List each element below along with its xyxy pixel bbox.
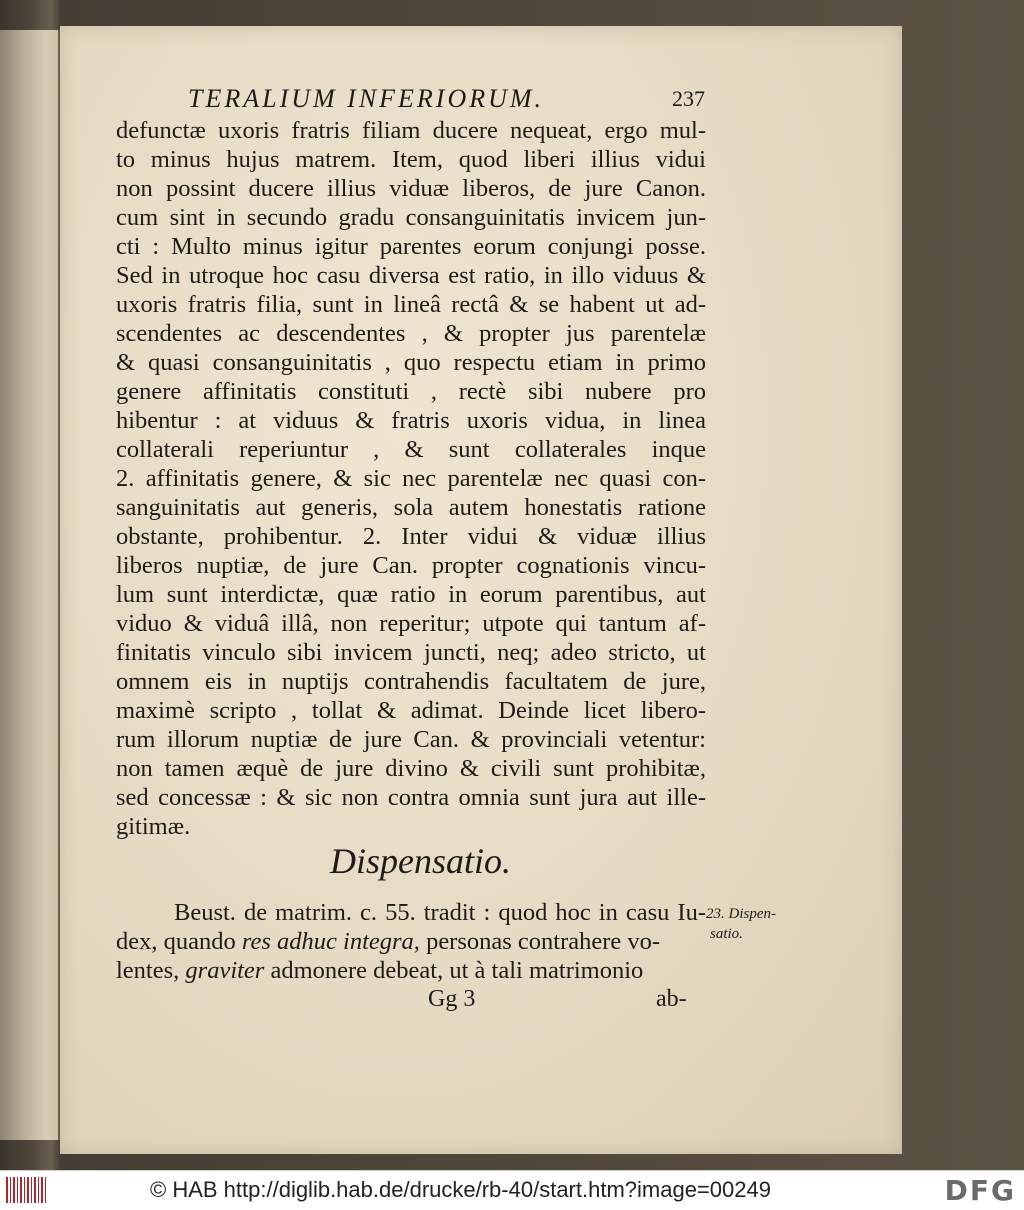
italic-text: graviter bbox=[185, 957, 265, 984]
running-head: TERALIUM INFERIORUM. bbox=[188, 84, 545, 113]
signature-mark: Gg 3 bbox=[428, 986, 476, 1012]
text-span: dex, quando bbox=[116, 928, 242, 955]
text-line: Beust. de matrim. c. 55. tradit : quod hoc in casu Iu- bbox=[174, 899, 706, 926]
barcode-icon bbox=[6, 1177, 46, 1203]
text-line: finitatis vinculo sibi invicem juncti, neq; adeo stricto, ut bbox=[116, 639, 706, 666]
text-line: uxoris fratris filia, sunt in lineâ rectâ & se habent ut ad- bbox=[116, 291, 706, 318]
text-line: non possint ducere illius viduæ liberos, de jure Canon. bbox=[116, 175, 706, 202]
text-line: viduo & viduâ illâ, non reperitur; utpote qui tantum af- bbox=[116, 610, 706, 637]
previous-page-edge bbox=[0, 30, 60, 1140]
text-line: rum illorum nuptiæ de jure Can. & provinciali vetentur: bbox=[116, 726, 706, 753]
text-line: scendentes ac descendentes , & propter jus parentelæ bbox=[116, 320, 706, 347]
text-line: omnem eis in nuptijs contrahendis facultatem de jure, bbox=[116, 668, 706, 695]
text-line: cti : Multo minus igitur parentes eorum conjungi posse. bbox=[116, 233, 706, 260]
text-line: liberos nuptiæ, de jure Can. propter cognationis vincu- bbox=[116, 552, 706, 579]
text-span: admonere debeat, ut à tali matrimonio bbox=[264, 957, 644, 984]
text-line: hibentur : at viduus & fratris uxoris vidua, in linea bbox=[116, 407, 706, 434]
text-line: collaterali reperiuntur , & sunt collaterales inque bbox=[116, 436, 706, 463]
text-line: cum sint in secundo gradu consanguinitatis invicem jun- bbox=[116, 204, 706, 231]
marginal-note: satio. bbox=[710, 926, 743, 942]
text-line bbox=[116, 927, 706, 957]
marginal-note: 23. Dispen- bbox=[706, 906, 776, 922]
italic-text: res adhuc integra, bbox=[241, 928, 420, 955]
text-line: lum sunt interdictæ, quæ ratio in eorum parentibus, aut bbox=[116, 581, 706, 608]
text-line: defunctæ uxoris fratris filiam ducere nequeat, ergo mul- bbox=[116, 117, 706, 144]
catchword: ab- bbox=[656, 986, 687, 1012]
text-line: genere affinitatis constituti , rectè sibi nubere pro bbox=[116, 378, 706, 405]
text-line: non tamen æquè de jure divino & civili sunt prohibitæ, bbox=[116, 755, 706, 782]
text-line: obstante, prohibentur. 2. Inter vidui & viduæ illius bbox=[116, 523, 706, 550]
text-line: maximè scripto , tollat & adimat. Deinde licet libero- bbox=[116, 697, 706, 724]
page-number: 237 bbox=[672, 86, 705, 111]
text-line: gitimæ. bbox=[116, 813, 191, 840]
text-line: & quasi consanguinitatis , quo respectu etiam in primo bbox=[116, 349, 706, 376]
text-line bbox=[116, 956, 706, 986]
text-line: to minus hujus matrem. Item, quod liberi illius vidui bbox=[116, 146, 706, 173]
text-line: Sed in utroque hoc casu diversa est ratio, in illo viduus & bbox=[116, 262, 706, 289]
text-line: 2. affinitatis genere, & sic nec parentelæ nec quasi con- bbox=[116, 465, 706, 492]
dfg-logo: DFG bbox=[944, 1174, 1016, 1207]
text-line: sanguinitatis aut generis, sola autem honestatis ratione bbox=[116, 494, 706, 521]
text-span: lentes, bbox=[116, 957, 186, 984]
footer-bar bbox=[0, 1170, 1024, 1210]
text-span: personas contrahere vo- bbox=[419, 928, 661, 955]
footer-credit[interactable]: © HAB http://diglib.hab.de/drucke/rb-40/start.htm?image=00249 bbox=[150, 1177, 771, 1202]
text-line: sed concessæ : & sic non contra omnia sunt jura aut ille- bbox=[116, 784, 706, 811]
section-heading: Dispensatio. bbox=[330, 841, 512, 881]
